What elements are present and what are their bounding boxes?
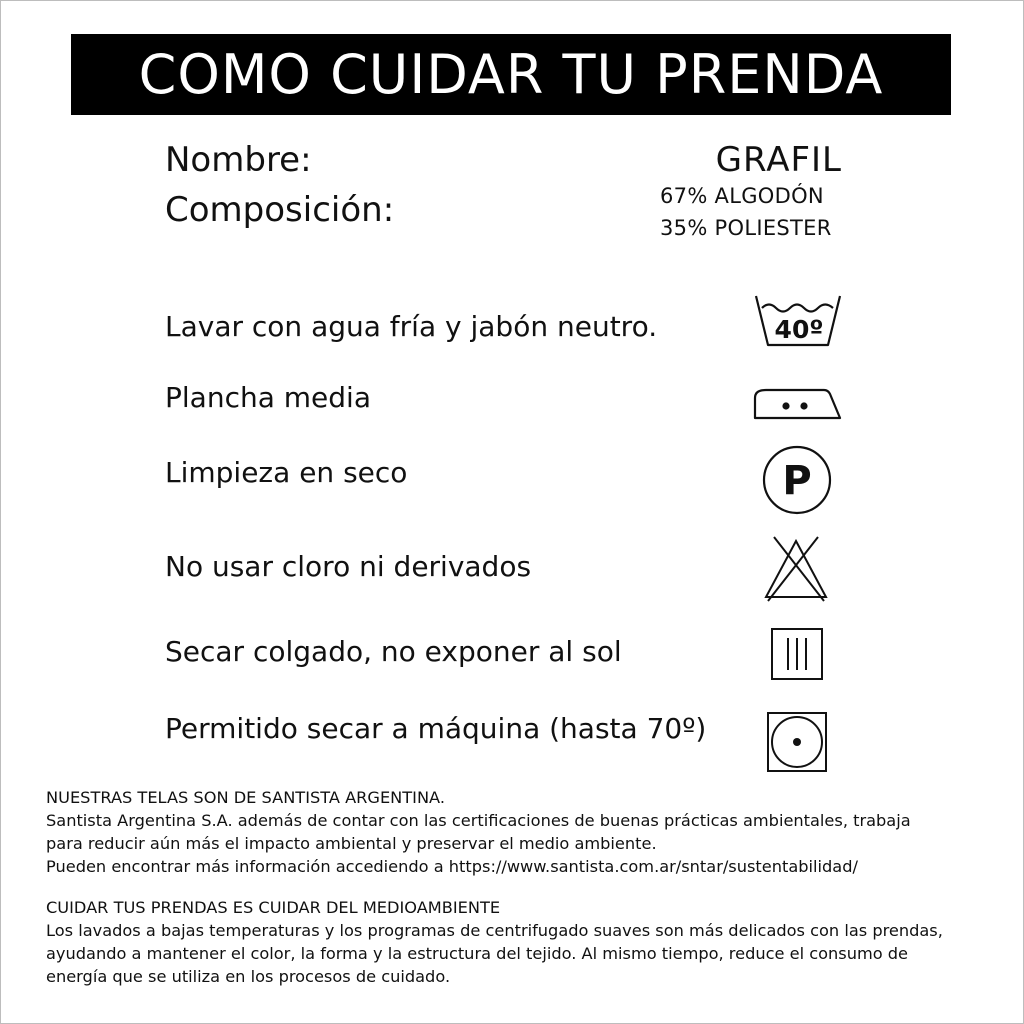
footer-line: energía que se utiliza en los procesos de cuidado. — [46, 967, 451, 986]
footer-line: Pueden encontrar más información accediendo a https://www.santista.com.ar/sntar/sustentabilidad/ — [46, 857, 858, 876]
tumble-dry-icon — [765, 710, 829, 774]
dry-clean-p-icon — [761, 444, 833, 516]
dry-clean-letter: P — [782, 458, 812, 504]
composition-label: Composición: — [165, 190, 395, 230]
footer-line: Los lavados a bajas temperaturas y los programas de centrifugado suaves son más delicados con las prendas, — [46, 921, 943, 940]
iron-medium-icon — [752, 378, 844, 422]
composition-cotton: 67% ALGODÓN — [660, 184, 824, 208]
care-text-dry-clean: Limpieza en seco — [165, 456, 408, 489]
footer-line: para reducir aún más el impacto ambiental y preservar el medio ambiente. — [46, 834, 657, 853]
footer-line: CUIDAR TUS PRENDAS ES CUIDAR DEL MEDIOAMBIENTE — [46, 898, 501, 917]
care-text-iron: Plancha media — [165, 381, 371, 414]
care-text-wash: Lavar con agua fría y jabón neutro. — [165, 310, 658, 343]
footer-line: NUESTRAS TELAS SON DE SANTISTA ARGENTINA. — [46, 788, 445, 807]
page-title: COMO CUIDAR TU PRENDA — [71, 34, 951, 115]
footer-line: Santista Argentina S.A. además de contar con las certificaciones de buenas prácticas ambientales, trabaja — [46, 811, 911, 830]
care-text-line-dry: Secar colgado, no exponer al sol — [165, 635, 622, 668]
name-label: Nombre: — [165, 140, 312, 180]
wash-temperature-label: 40º — [774, 315, 824, 344]
care-text-tumble-dry: Permitido secar a máquina (hasta 70º) — [165, 712, 707, 745]
footer-line: ayudando a mantener el color, la forma y la estructura del tejido. Al mismo tiempo, reduce el consumo de — [46, 944, 909, 963]
care-text-bleach: No usar cloro ni derivados — [165, 550, 532, 583]
footer-santista-block — [46, 786, 996, 878]
footer-environment-block — [46, 896, 996, 988]
composition-polyester: 35% POLIESTER — [660, 216, 832, 240]
no-bleach-icon — [762, 533, 830, 603]
wash-40-icon — [752, 292, 844, 350]
product-name: GRAFIL — [715, 140, 842, 180]
line-dry-shade-icon — [767, 624, 827, 684]
